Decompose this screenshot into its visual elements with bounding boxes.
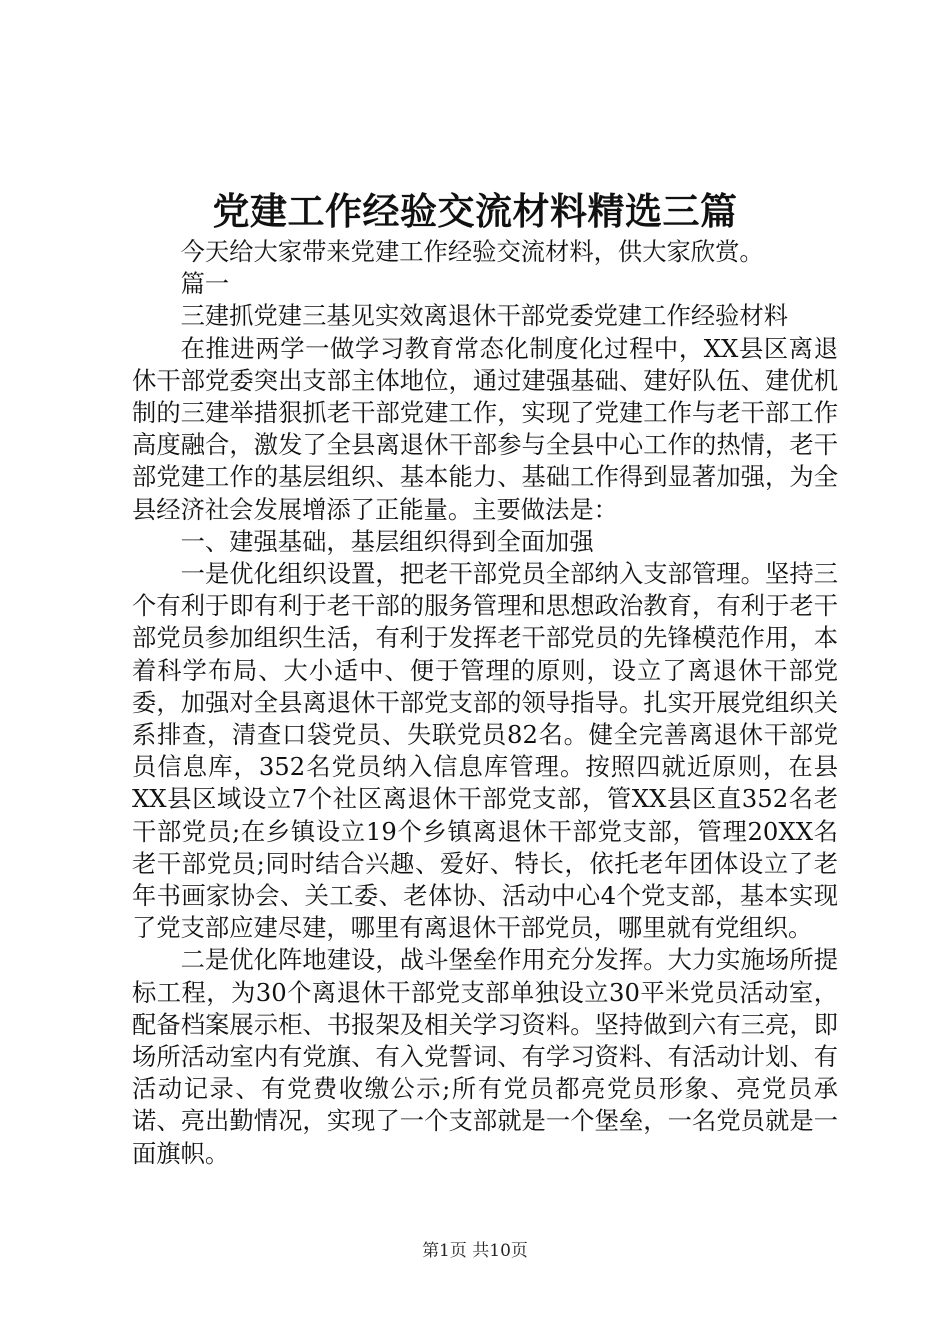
article-subtitle: 三建抓党建三基见实效离退休干部党委党建工作经验材料: [180, 301, 789, 331]
document-body: [132, 236, 838, 1170]
section-label: 篇一: [180, 269, 230, 299]
page-number-footer: 第1页 共10页: [422, 1241, 528, 1261]
document-title: 党建工作经验交流材料精选三篇: [212, 189, 738, 233]
section-heading: 一、建强基础，基层组织得到全面加强: [180, 526, 594, 556]
body-paragraph: 一是优化组织设置，把老干部党员全部纳入支部管理。坚持三个有利于即有利于老干部的服务管理和思想政治教育，有利于老干部党员参加组织生活，有利于发挥老干部党员的先锋模范作用，本着科学布局、大小适中、便于管理的原则，设立了离退休干部党委，加强对全县离退休干部党支部的领导指导。扎实开展党组织关系排查，清查口袋党员、失联党员82名。健全完善离退休干部党员信息库，352名党员纳入信息库管理。按照四就近原则，在县XX县区域设立7个社区离退休干部党支部，管XX县区直352名老干部党员;在乡镇设立19个乡镇离退休干部党支部，管理20XX名老干部党员;同时结合兴趣、爱好、特长，依托老年团体设立了老年书画家协会、关工委、老体协、活动中心4个党支部，基本实现了党支部应建尽建，哪里有离退休干部党员，哪里就有党组织。: [132, 559, 838, 943]
body-paragraph: 二是优化阵地建设，战斗堡垒作用充分发挥。大力实施场所提标工程，为30个离退休干部党支部单独设立30平米党员活动室，配备档案展示柜、书报架及相关学习资料。坚持做到六有三亮，即场所活动室内有党旗、有入党誓词、有学习资料、有活动计划、有活动记录、有党费收缴公示;所有党员都亮党员形象、亮党员承诺、亮出勤情况，实现了一个支部就是一个堡垒，一名党员就是一面旗帜。: [132, 945, 838, 1168]
intro-paragraph: 今天给大家带来党建工作经验交流材料，供大家欣赏。: [180, 237, 764, 266]
body-paragraph: 在推进两学一做学习教育常态化制度化过程中，XX县区离退休干部党委突出支部主体地位，通过建强基础、建好队伍、建优机制的三建举措狠抓老干部党建工作，实现了党建工作与老干部工作高度融合，激发了全县离退休干部参与全县中心工作的热情，老干部党建工作的基层组织、基本能力、基础工作得到显著加强，为全县经济社会发展增添了正能量。主要做法是：: [132, 333, 838, 524]
